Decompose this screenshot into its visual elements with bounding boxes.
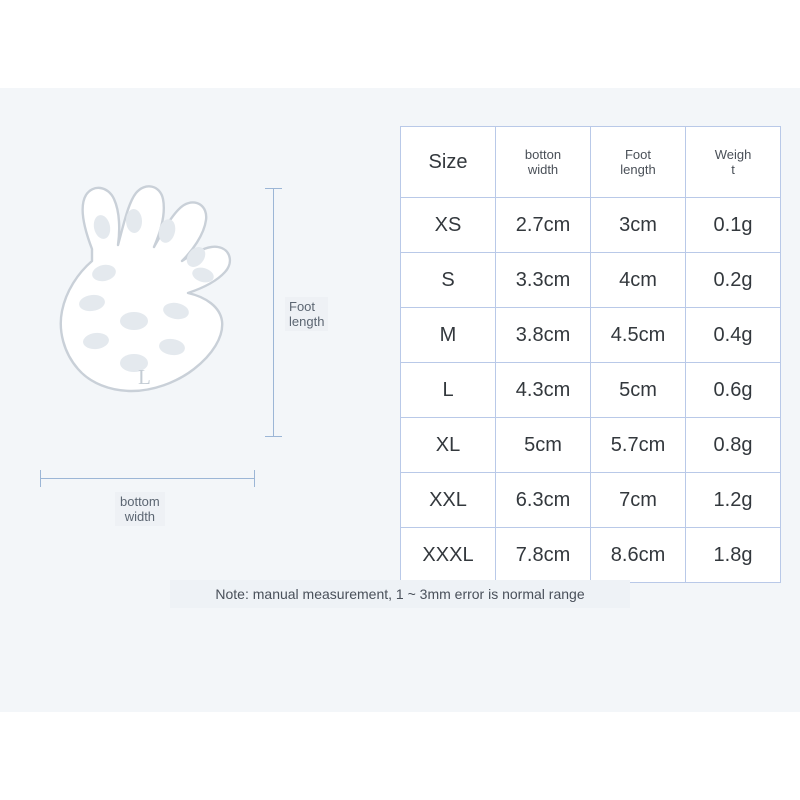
size-table-head — [401, 127, 781, 198]
foot-length-label — [285, 297, 328, 331]
cell-foot-length: 7cm — [591, 473, 686, 528]
bottom-width-label-line1: bottom — [120, 494, 160, 509]
foot-length-cap-bottom — [265, 436, 282, 437]
cell-foot-length: 3cm — [591, 198, 686, 253]
cell-size: XL — [401, 418, 496, 473]
cell-weight: 1.2g — [686, 473, 781, 528]
size-table-body — [401, 198, 781, 583]
cell-bottom-width: 2.7cm — [496, 198, 591, 253]
cell-weight: 0.6g — [686, 363, 781, 418]
bottom-width-dimension-line — [40, 478, 255, 479]
header-bottom-width — [496, 127, 591, 198]
bottom-width-cap-left — [40, 470, 41, 487]
cell-size: XS — [401, 198, 496, 253]
table-row — [401, 473, 781, 528]
bottom-width-label — [115, 492, 165, 526]
measurement-note: Note: manual measurement, 1 ~ 3mm error is normal range — [170, 580, 630, 608]
size-table — [400, 126, 781, 583]
table-row — [401, 418, 781, 473]
cell-size: M — [401, 308, 496, 363]
cell-size: S — [401, 253, 496, 308]
paw-size-letter: L — [138, 365, 152, 389]
header-weight — [686, 127, 781, 198]
header-bottom-width-line1: botton — [524, 147, 562, 162]
cell-bottom-width: 5cm — [496, 418, 591, 473]
cell-weight: 0.1g — [686, 198, 781, 253]
size-table-container — [400, 126, 768, 583]
cell-weight: 0.4g — [686, 308, 781, 363]
bottom-width-label-line2: width — [124, 509, 156, 524]
header-weight-line2: t — [731, 162, 735, 177]
cell-foot-length: 4cm — [591, 253, 686, 308]
foot-length-dimension-line — [273, 188, 274, 436]
cell-foot-length: 5cm — [591, 363, 686, 418]
cell-bottom-width: 6.3cm — [496, 473, 591, 528]
cell-foot-length: 8.6cm — [591, 528, 686, 583]
foot-length-cap-top — [265, 188, 282, 189]
table-row — [401, 528, 781, 583]
table-row — [401, 363, 781, 418]
table-header-row — [401, 127, 781, 198]
cell-weight: 0.2g — [686, 253, 781, 308]
cell-size: L — [401, 363, 496, 418]
cell-foot-length: 5.7cm — [591, 418, 686, 473]
cell-bottom-width: 7.8cm — [496, 528, 591, 583]
foot-length-label-line1: Foot — [289, 299, 316, 314]
foot-length-label-line2: length — [289, 314, 325, 329]
header-foot-length-line2: length — [620, 162, 656, 177]
paw-diagram — [20, 100, 340, 540]
cell-bottom-width: 3.3cm — [496, 253, 591, 308]
header-bottom-width-line2: width — [527, 162, 559, 177]
table-row — [401, 253, 781, 308]
table-row — [401, 308, 781, 363]
cell-bottom-width: 4.3cm — [496, 363, 591, 418]
header-foot-length — [591, 127, 686, 198]
cell-weight: 0.8g — [686, 418, 781, 473]
table-row — [401, 198, 781, 253]
header-size: Size — [401, 127, 496, 198]
cell-size: XXXL — [401, 528, 496, 583]
cell-bottom-width: 3.8cm — [496, 308, 591, 363]
bottom-width-cap-right — [254, 470, 255, 487]
cell-foot-length: 4.5cm — [591, 308, 686, 363]
paw-illustration — [30, 175, 250, 425]
header-weight-line1: Weigh — [714, 147, 752, 162]
cell-weight: 1.8g — [686, 528, 781, 583]
header-foot-length-line1: Foot — [624, 147, 651, 162]
cell-size: XXL — [401, 473, 496, 528]
